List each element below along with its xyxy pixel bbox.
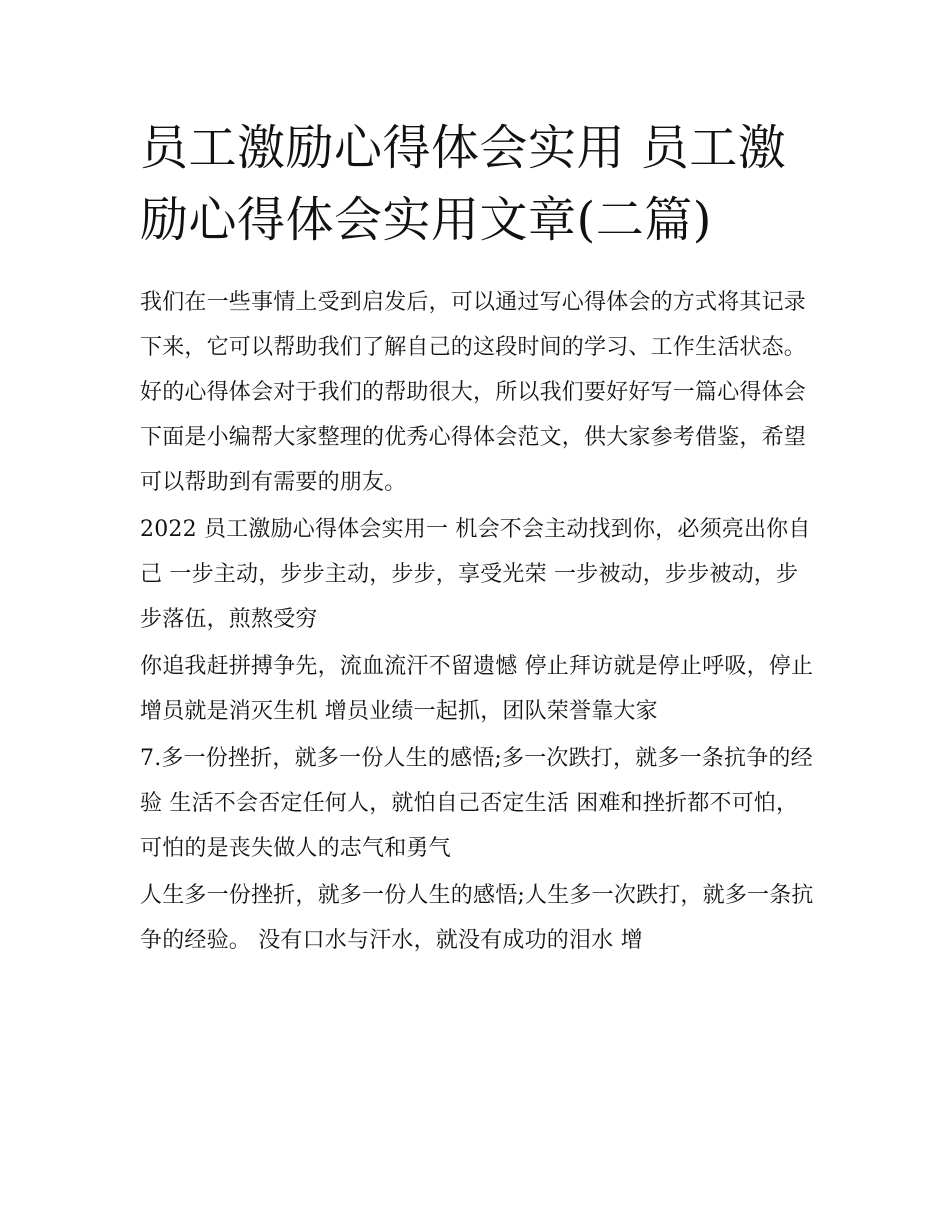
body-paragraph: 2022 员工激励心得体会实用一 机会不会主动找到你，必须亮出你自己 一步主动，步步主动，步步，享受光荣 一步被动，步步被动，步步落伍，煎熬受穷 — [140, 517, 811, 632]
intro-paragraph: 我们在一些事情上受到启发后，可以通过写心得体会的方式将其记录下来，它可以帮助我们了解自己的这段时间的学习、工作生活状态。好的心得体会对于我们的帮助很大，所以我们要好好写一篇心得体会下面是小编帮大家整理的优秀心得体会范文，供大家参考借鉴，希望可以帮助到有需要的朋友。 — [140, 290, 807, 495]
document-title: 员工激励心得体会实用 员工激励心得体会实用文章(二篇) — [140, 120, 787, 248]
document-body — [140, 280, 820, 965]
body-paragraph: 你追我赶拼搏争先，流血流汗不留遗憾 停止拜访就是停止呼吸，停止增员就是消灭生机 增员业绩一起抓，团队荣誉靠大家 — [140, 654, 814, 724]
body-paragraph: 7.多一份挫折，就多一份人生的感悟;多一次跌打，就多一条抗争的经验 生活不会否定任何人，就怕自己否定生活 困难和挫折都不可怕，可怕的是丧失做人的志气和勇气 — [140, 746, 813, 861]
body-paragraph: 人生多一份挫折，就多一份人生的感悟;人生多一次跌打，就多一条抗争的经验。 没有口水与汗水，就没有成功的泪水 增 — [140, 883, 814, 953]
